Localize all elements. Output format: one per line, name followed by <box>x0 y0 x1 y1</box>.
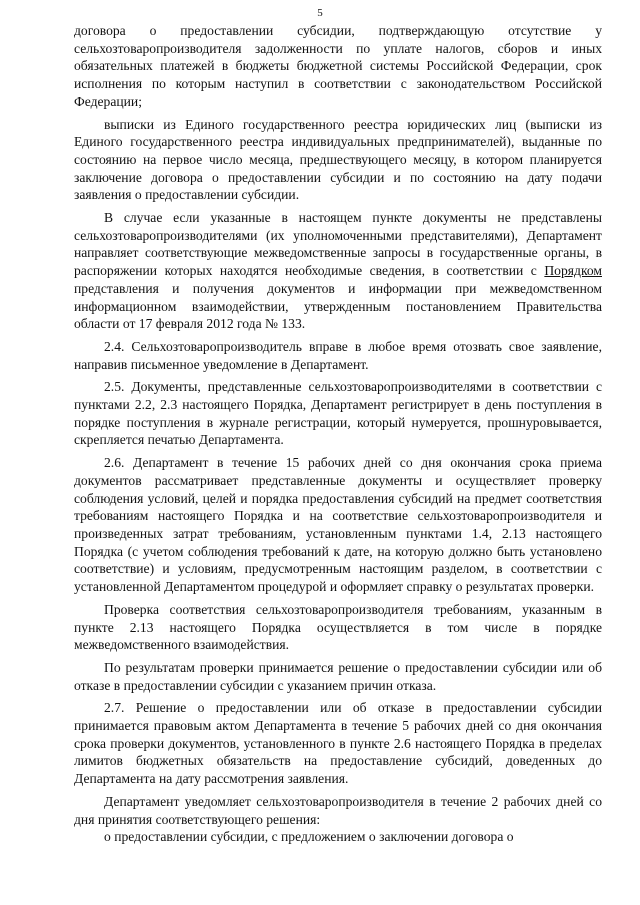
paragraph-2-6: 2.6. Департамент в течение 15 рабочих дней со дня окончания срока приема документов рассматривает представленные документы и осуществляет проверку соблюдения условий, целей и порядка предоставления субсидий на предмет соответствия требованиям настоящего Порядка и на соответствие сельхозтоваропроизводителя и произведенных затрат требованиям, установленным пунктами 1.4, 2.13 настоящего Порядка (с учетом соблюдения требований к дате, на которую должно быть установлено соответствие) и условиям, предусмотренным настоящим разделом, в соответствии с установленной Департаментом процедурой и оформляет справку о результатах проверки. <box>74 455 602 595</box>
paragraph-notification: Департамент уведомляет сельхозтоваропроизводителя в течение 2 рабочих дней со дня принятия соответствующего решения: <box>74 793 602 827</box>
page-number: 5 <box>317 7 323 19</box>
paragraph-check-results: По результатам проверки принимается решение о предоставлении субсидии или об отказе в предоставлении субсидии с указанием причин отказа. <box>74 659 602 693</box>
paragraph-2-4: 2.4. Сельхозтоваропроизводитель вправе в любое время отозвать свое заявление, направив письменное уведомление в Департамент. <box>74 338 602 372</box>
paragraph-grant-offer: о предоставлении субсидии, с предложением о заключении договора о <box>104 829 514 845</box>
paragraph-interagency-requests <box>74 209 602 333</box>
paragraph-compliance-check: Проверка соответствия сельхозтоваропроизводителя требованиям, указанным в пункте 2.13 настоящего Порядка осуществляется в том числе в порядке межведомственного взаимодействия. <box>74 601 602 653</box>
paragraph-text-after-link: представления и получения документов и информации при межведомственном информационном взаимодействии, утвержденным постановлением Правительства области от 17 февраля 2012 года № 133. <box>74 280 602 332</box>
paragraph-2-5: 2.5. Документы, представленные сельхозтоваропроизводителями в соответствии с пунктами 2.2, 2.3 настоящего Порядка, Департамент регистрирует в день поступления в порядке поступления в журнале регистрации, который нумеруется, прошнуровывается, скрепляется печатью Департамента. <box>74 379 602 448</box>
paragraph-continuation: договора о предоставлении субсидии, подтверждающую отсутствие у сельхозтоваропроизводителя задолженности по уплате налогов, сборов и иных обязательных платежей в бюджеты бюджетной системы Российской Федерации, срок исполнения по которым наступил в соответствии с законодательством Российской Федерации; <box>74 23 602 109</box>
paragraph-text-before-link: В случае если указанные в настоящем пункте документы не представлены сельхозтоваропроизводителями (их уполномоченными представителями), Департамент направляет соответствующие межведомственные запросы в государственные органы, в распоряжении которых находятся необходимые сведения, в соответствии с <box>74 210 602 279</box>
paragraph-2-7: 2.7. Решение о предоставлении или об отказе в предоставлении субсидии принимается правовым актом Департамента в течение 5 рабочих дней со дня окончания срока проверки документов, установленного в пункте 2.6 настоящего Порядка в пределах лимитов бюджетных обязательств на предоставление субсидий, доведенных до Департамента на дату рассмотрения заявления. <box>74 700 602 787</box>
document-body <box>74 22 602 851</box>
procedure-link[interactable]: Порядком <box>544 263 602 279</box>
paragraph-egrul-extracts: выписки из Единого государственного реестра юридических лиц (выписки из Единого государственного реестра индивидуальных предпринимателей), выданные по состоянию на первое число месяца, предшествующего месяцу, в котором планируется заключение договора о предоставлении субсидии и по состоянию на дату подачи заявления о предоставлении субсидии. <box>74 116 602 203</box>
